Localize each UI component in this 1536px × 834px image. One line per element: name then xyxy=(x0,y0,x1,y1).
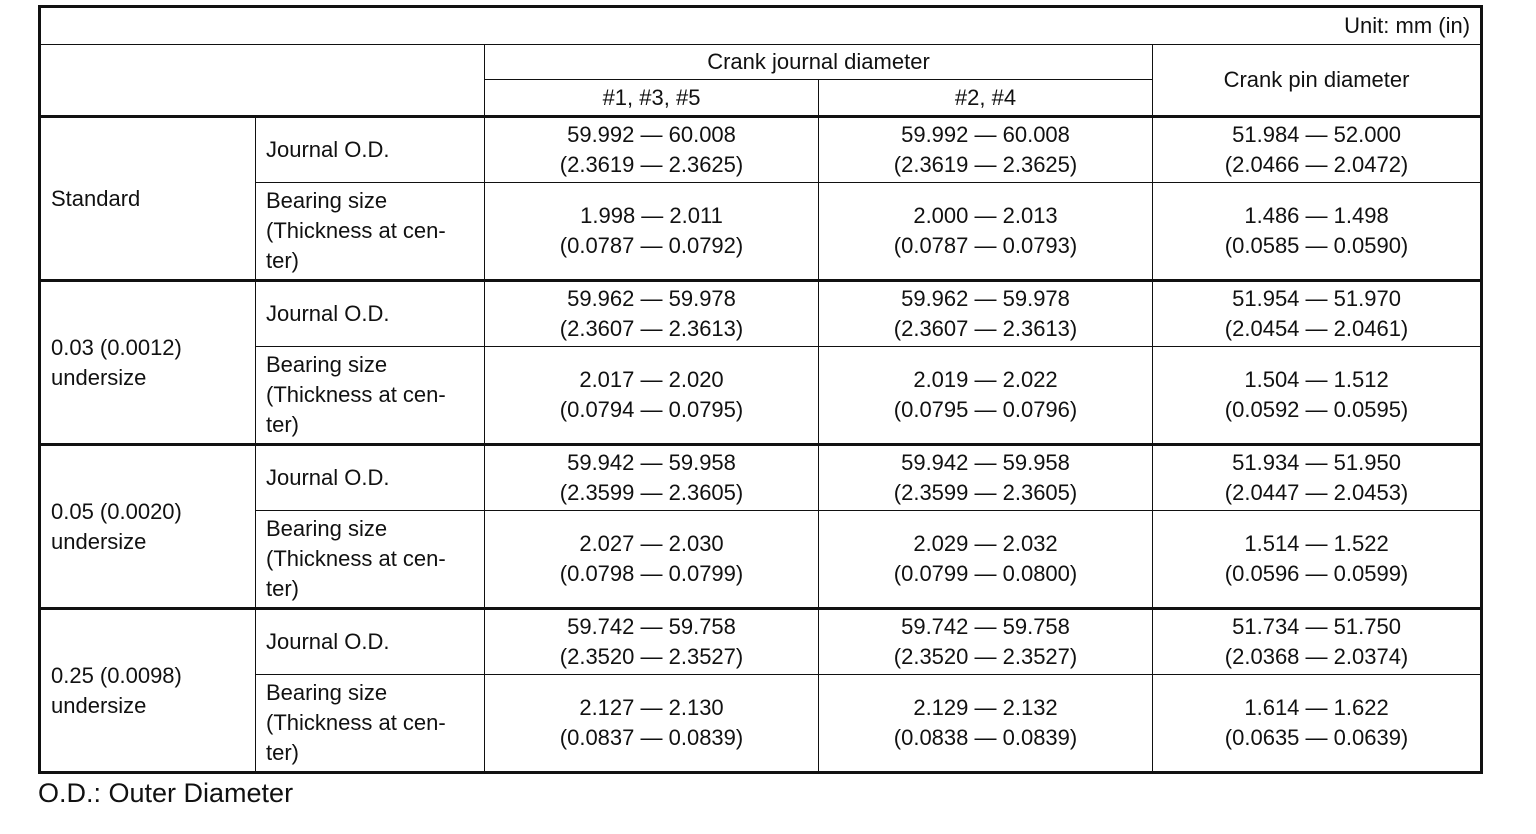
bearing-size-label-line: ter) xyxy=(266,576,299,601)
size-group-label-line: Standard xyxy=(51,185,141,211)
bearing-size-label-line: Bearing size xyxy=(266,516,388,541)
journal-135-bearing-value-line: (0.0794 — 0.0795) xyxy=(559,397,744,422)
journal-24-journal-value-line: (2.3520 — 2.3527) xyxy=(893,644,1078,669)
table-row xyxy=(40,445,1482,511)
crank-pin-journal-value-line: 51.734 — 51.750 xyxy=(1232,614,1401,639)
journal-135-journal-value xyxy=(485,609,819,675)
bearing-size-label-line: (Thickness at cen- xyxy=(266,710,446,735)
journal-135-bearing-value xyxy=(485,675,819,773)
crank-pin-bearing-value-line: (0.0596 — 0.0599) xyxy=(1224,561,1409,586)
journal-135-journal-value xyxy=(485,445,819,511)
journal-135-journal-value-line: 59.962 — 59.978 xyxy=(567,286,736,311)
crank-pin-bearing-value-line: 1.504 — 1.512 xyxy=(1244,367,1389,392)
bearing-size-label xyxy=(256,347,485,445)
journal-135-bearing-value-line: 2.027 — 2.030 xyxy=(579,531,724,556)
bearing-size-label-line: Bearing size xyxy=(266,188,388,213)
journal-24-bearing-value-line: 2.000 — 2.013 xyxy=(913,203,1058,228)
journal-135-journal-value-line: (2.3619 — 2.3625) xyxy=(559,152,744,177)
crank-pin-journal-value xyxy=(1153,445,1482,511)
bearing-size-label-line: (Thickness at cen- xyxy=(266,382,446,407)
journal-24-bearing-value-line: (0.0838 — 0.0839) xyxy=(893,725,1078,750)
crank-pin-journal-value-line: 51.984 — 52.000 xyxy=(1232,122,1401,147)
bearing-size-label xyxy=(256,511,485,609)
journal-24-bearing-value-line: (0.0795 — 0.0796) xyxy=(893,397,1078,422)
crank-pin-journal-value-line: 51.934 — 51.950 xyxy=(1232,450,1401,475)
journal-24-bearing-value-line: 2.129 — 2.132 xyxy=(913,695,1058,720)
journal-od-label: Journal O.D. xyxy=(256,445,485,511)
bearing-size-label xyxy=(256,183,485,281)
table-row xyxy=(40,281,1482,347)
journal-135-bearing-value-line: (0.0798 — 0.0799) xyxy=(559,561,744,586)
table-row xyxy=(40,347,1482,445)
journal-24-journal-value-line: (2.3599 — 2.3605) xyxy=(893,480,1078,505)
table-row xyxy=(40,609,1482,675)
crank-pin-bearing-value-line: (0.0635 — 0.0639) xyxy=(1224,725,1409,750)
bearing-size-label-line: (Thickness at cen- xyxy=(266,546,446,571)
size-group-label xyxy=(40,445,256,609)
footnote: O.D.: Outer Diameter xyxy=(38,778,294,808)
journal-24-bearing-value xyxy=(819,183,1153,281)
bearing-size-label-line: ter) xyxy=(266,740,299,765)
journal-135-bearing-value-line: (0.0787 — 0.0792) xyxy=(559,233,744,258)
bearing-size-label-line: Bearing size xyxy=(266,352,388,377)
journal-135-journal-value-line: 59.942 — 59.958 xyxy=(567,450,736,475)
journal-24-journal-value-line: 59.942 — 59.958 xyxy=(901,450,1070,475)
crank-pin-journal-value-line: 51.954 — 51.970 xyxy=(1232,286,1401,311)
journal-od-label: Journal O.D. xyxy=(256,281,485,347)
crank-pin-bearing-value-line: 1.614 — 1.622 xyxy=(1244,695,1389,720)
header-row-1 xyxy=(40,45,1482,80)
crank-journal-diameter-header: Crank journal diameter xyxy=(485,45,1153,80)
crank-pin-bearing-value-line: (0.0585 — 0.0590) xyxy=(1224,233,1409,258)
journal-135-bearing-value-line: (0.0837 — 0.0839) xyxy=(559,725,744,750)
journal-24-journal-value-line: 59.992 — 60.008 xyxy=(901,122,1070,147)
journal-135-journal-value-line: (2.3520 — 2.3527) xyxy=(559,644,744,669)
journal-135-header: #1, #3, #5 xyxy=(485,80,819,117)
size-group-label-line: 0.25 (0.0098) xyxy=(51,662,182,688)
crank-pin-bearing-value xyxy=(1153,183,1482,281)
journal-24-bearing-value-line: (0.0799 — 0.0800) xyxy=(893,561,1078,586)
size-group-label-line: undersize xyxy=(51,528,147,554)
size-group-label xyxy=(40,281,256,445)
crank-pin-bearing-value-line: 1.486 — 1.498 xyxy=(1244,203,1389,228)
journal-24-journal-value xyxy=(819,609,1153,675)
table-row xyxy=(40,675,1482,773)
bearing-size-label xyxy=(256,675,485,773)
table-row xyxy=(40,183,1482,281)
journal-24-journal-value-line: (2.3607 — 2.3613) xyxy=(893,316,1078,341)
journal-135-journal-value-line: (2.3599 — 2.3605) xyxy=(559,480,744,505)
journal-od-label: Journal O.D. xyxy=(256,609,485,675)
journal-od-label: Journal O.D. xyxy=(256,117,485,183)
crank-pin-bearing-value xyxy=(1153,675,1482,773)
journal-24-bearing-value-line: 2.029 — 2.032 xyxy=(913,531,1058,556)
journal-24-journal-value-line: 59.962 — 59.978 xyxy=(901,286,1070,311)
journal-135-journal-value xyxy=(485,281,819,347)
bearing-spec-table xyxy=(38,5,1483,774)
crank-pin-journal-value xyxy=(1153,281,1482,347)
crank-pin-bearing-value xyxy=(1153,347,1482,445)
size-group-label-line: undersize xyxy=(51,692,147,718)
bearing-size-label-line: (Thickness at cen- xyxy=(266,218,446,243)
crank-pin-journal-value-line: (2.0466 — 2.0472) xyxy=(1224,152,1409,177)
bearing-size-label-line: ter) xyxy=(266,248,299,273)
journal-135-journal-value-line: 59.992 — 60.008 xyxy=(567,122,736,147)
journal-24-bearing-value xyxy=(819,511,1153,609)
crank-pin-bearing-value-line: 1.514 — 1.522 xyxy=(1244,531,1389,556)
journal-135-bearing-value xyxy=(485,347,819,445)
header-blank-cell xyxy=(40,45,485,117)
table-row xyxy=(40,117,1482,183)
crank-pin-journal-value-line: (2.0454 — 2.0461) xyxy=(1224,316,1409,341)
unit-label: Unit: mm (in) xyxy=(40,7,1482,45)
journal-24-journal-value xyxy=(819,117,1153,183)
journal-24-journal-value xyxy=(819,281,1153,347)
journal-135-bearing-value xyxy=(485,511,819,609)
journal-135-journal-value xyxy=(485,117,819,183)
size-group-label-line: 0.03 (0.0012) xyxy=(51,334,182,360)
size-group-label-line: undersize xyxy=(51,364,147,390)
crank-pin-journal-value xyxy=(1153,117,1482,183)
journal-135-bearing-value-line: 1.998 — 2.011 xyxy=(580,203,723,228)
journal-24-bearing-value-line: 2.019 — 2.022 xyxy=(913,367,1058,392)
bearing-size-label-line: Bearing size xyxy=(266,680,388,705)
size-group-label xyxy=(40,117,256,281)
journal-135-journal-value-line: 59.742 — 59.758 xyxy=(567,614,736,639)
journal-135-journal-value-line: (2.3607 — 2.3613) xyxy=(559,316,744,341)
journal-24-bearing-value xyxy=(819,347,1153,445)
journal-24-journal-value-line: 59.742 — 59.758 xyxy=(901,614,1070,639)
journal-24-bearing-value xyxy=(819,675,1153,773)
journal-24-header: #2, #4 xyxy=(819,80,1153,117)
table-row xyxy=(40,511,1482,609)
size-group-label-line: 0.05 (0.0020) xyxy=(51,498,182,524)
journal-135-bearing-value-line: 2.017 — 2.020 xyxy=(579,367,724,392)
crank-pin-journal-value-line: (2.0368 — 2.0374) xyxy=(1224,644,1409,669)
crank-pin-bearing-value xyxy=(1153,511,1482,609)
crank-pin-journal-value-line: (2.0447 — 2.0453) xyxy=(1224,480,1409,505)
journal-135-bearing-value xyxy=(485,183,819,281)
size-group-label xyxy=(40,609,256,773)
journal-24-journal-value-line: (2.3619 — 2.3625) xyxy=(893,152,1078,177)
journal-135-bearing-value-line: 2.127 — 2.130 xyxy=(579,695,724,720)
unit-row xyxy=(40,7,1482,45)
crank-pin-journal-value xyxy=(1153,609,1482,675)
journal-24-bearing-value-line: (0.0787 — 0.0793) xyxy=(893,233,1078,258)
bearing-size-label-line: ter) xyxy=(266,412,299,437)
crank-pin-diameter-header: Crank pin diameter xyxy=(1153,45,1482,117)
crank-pin-bearing-value-line: (0.0592 — 0.0595) xyxy=(1224,397,1409,422)
journal-24-journal-value xyxy=(819,445,1153,511)
